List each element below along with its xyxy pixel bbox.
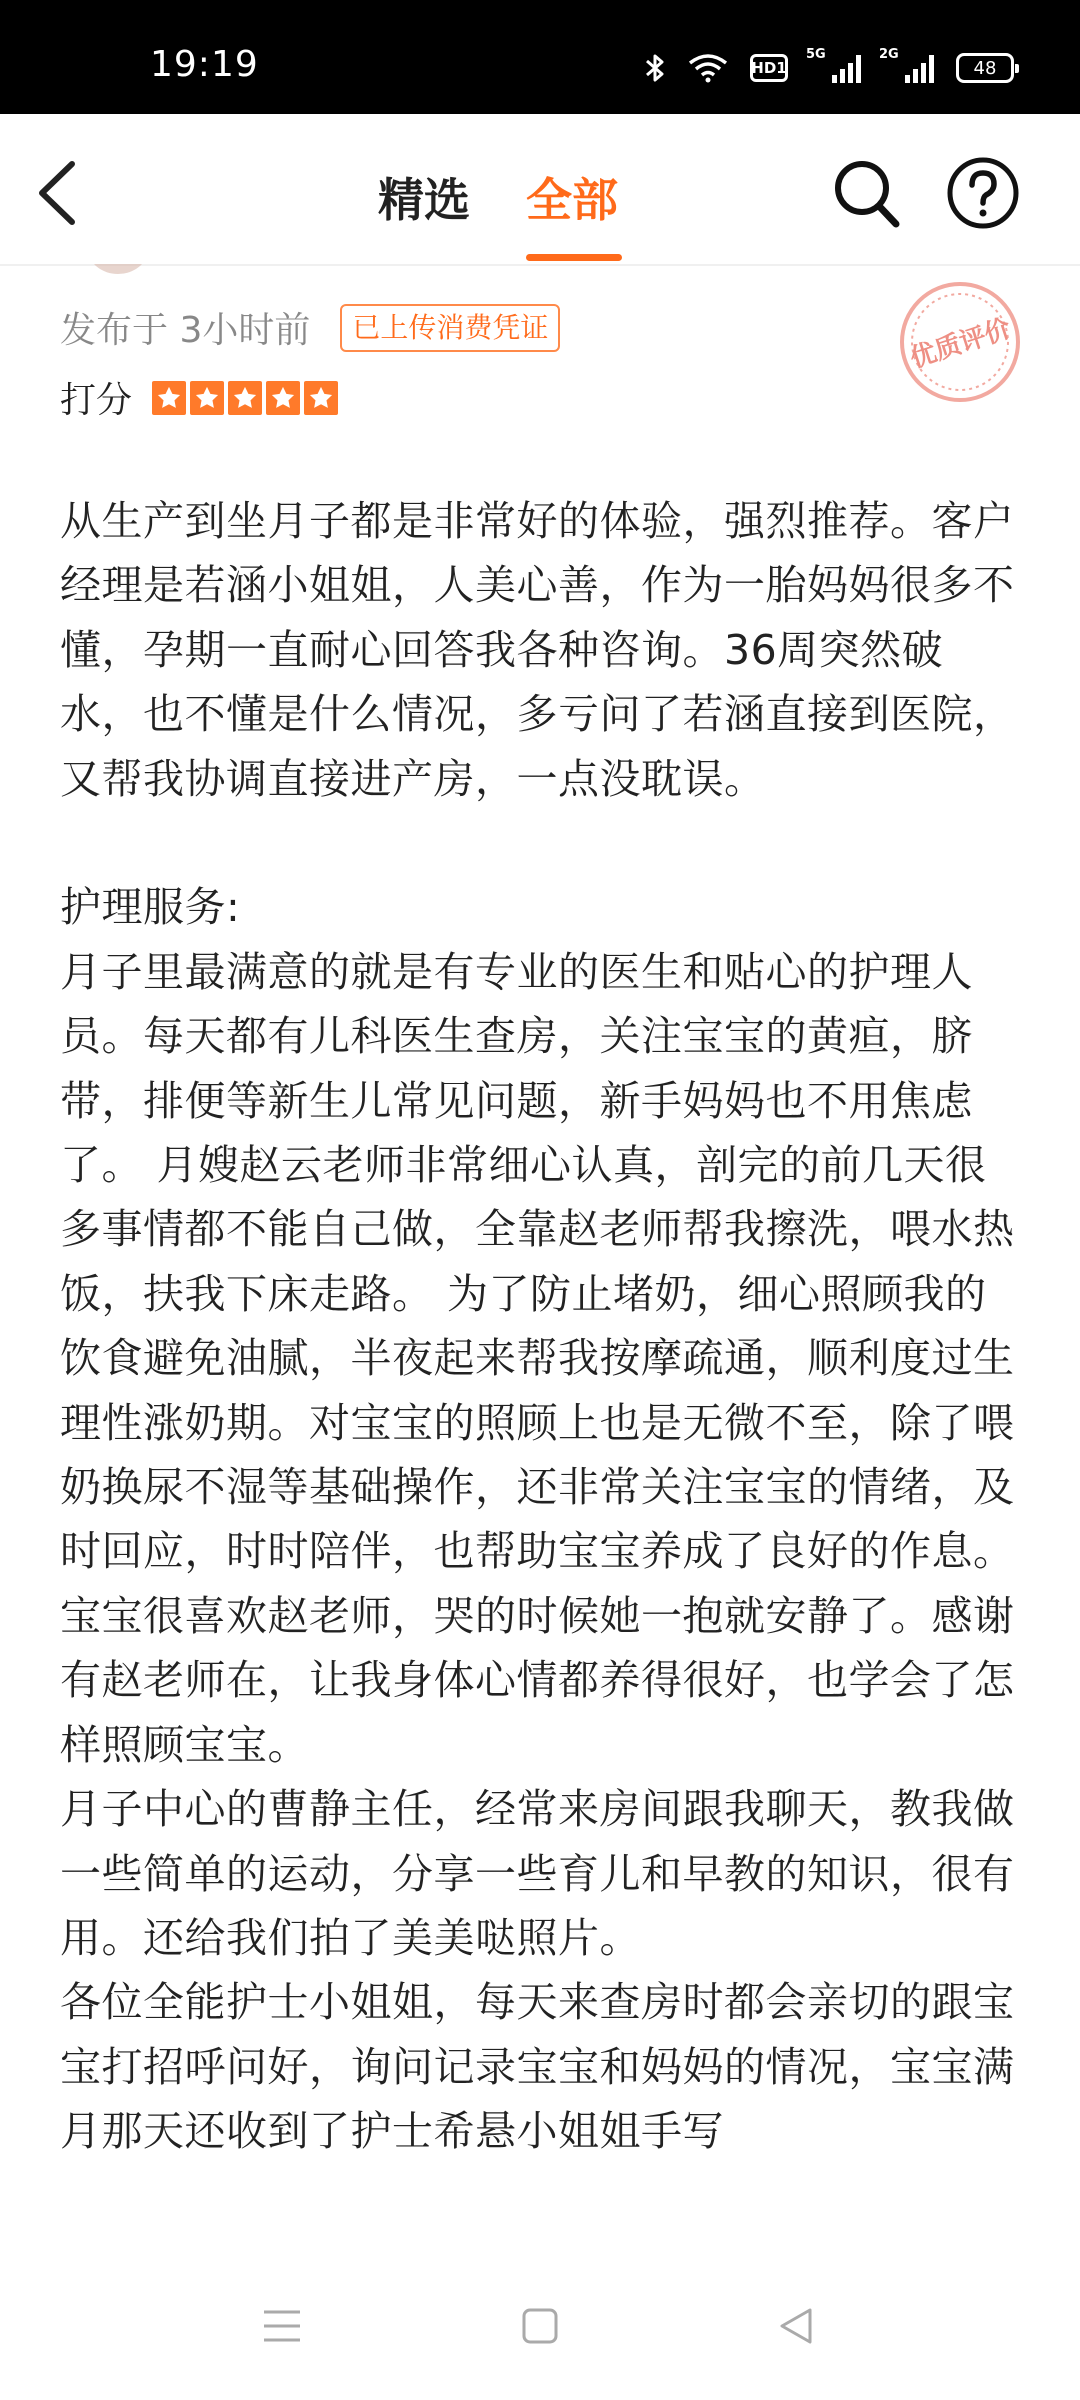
paragraph-gap (60, 811, 1020, 875)
back-arrow-icon[interactable] (34, 158, 84, 228)
avatar (88, 264, 148, 274)
status-icons (644, 47, 1014, 84)
rating-row (60, 372, 338, 423)
rating-label: 打分 (60, 380, 133, 421)
active-tab-indicator (526, 254, 622, 261)
tab-all[interactable]: 全部 (526, 173, 618, 227)
battery-icon: 48 (956, 53, 1014, 83)
hd-voice-icon: HD1 (750, 54, 788, 82)
review-paragraph: 月子中心的曹静主任，经常来房间跟我聊天，教我做一些简单的运动，分享一些育儿和早教的知识，很有用。还给我们拍了美美哒照片。 (60, 1785, 1015, 1962)
rating-star-icon (228, 381, 262, 415)
signal-5g-icon: 5G (810, 53, 861, 83)
rating-stars (152, 381, 338, 415)
back-triangle-icon[interactable] (776, 2306, 816, 2350)
rating-star-icon (152, 381, 186, 415)
status-time: 19:19 (150, 44, 259, 85)
review-meta (60, 302, 560, 353)
publish-time: 发布于 3小时前 (60, 310, 311, 351)
receipt-badge: 已上传消费凭证 (340, 304, 560, 352)
rating-star-icon (266, 381, 300, 415)
recents-menu-icon[interactable] (262, 2306, 302, 2350)
review-paragraph: 月子里最满意的就是有专业的医生和贴心的护理人员。每天都有儿科医生查房，关注宝宝的黄疸，脐带，排便等新生儿常见问题，新手妈妈也不用焦虑了。 月嫂赵云老师非常细心认真，剖完的前几天很多事情都不能自己做，全靠赵老师帮我擦洗，喂水热饭，扶我下床走路。 为了防止堵奶，细心照顾我的饮食避免油腻，半夜起来帮我按摩疏通，顺利度过生理性涨奶期。对宝宝的照顾上也是无微不至，除了喂奶换尿不湿等基础操作，还非常关注宝宝的情绪，及时回应，时时陪伴，也帮助宝宝养成了良好的作息。宝宝很喜欢赵老师，哭的时候她一抱就安静了。感谢有赵老师在，让我身体心情都养得很好，也学会了怎样照顾宝宝。 (60, 947, 1015, 1769)
review-content[interactable] (0, 264, 1080, 2254)
top-nav-bar (0, 114, 1080, 266)
system-nav-bar (0, 2254, 1080, 2400)
rating-star-icon (190, 381, 224, 415)
signal-2g-icon: 2G (883, 53, 934, 83)
status-bar (0, 0, 1080, 114)
svg-text:优质评价: 优质评价 (906, 313, 1015, 375)
help-icon[interactable] (946, 156, 1020, 230)
home-square-icon[interactable] (520, 2306, 560, 2350)
review-paragraph: 护理服务: (60, 883, 241, 932)
quality-review-stamp (896, 278, 1024, 406)
review-text (60, 489, 1020, 2164)
wifi-icon (688, 53, 728, 83)
review-paragraph: 从生产到坐月子都是非常好的体验，强烈推荐。客户经理是若涵小姐姐，人美心善，作为一胎妈妈很多不懂，孕期一直耐心回答我各种咨询。36周突然破水，也不懂是什么情况，多亏问了若涵直接到医院，又帮我协调直接进产房，一点没耽误。 (60, 497, 1015, 803)
search-icon[interactable] (832, 156, 902, 232)
rating-star-icon (304, 381, 338, 415)
tab-featured[interactable]: 精选 (378, 173, 470, 227)
bluetooth-icon (644, 52, 666, 84)
review-paragraph: 各位全能护士小姐姐，每天来查房时都会亲切的跟宝宝打招呼问好，询问记录宝宝和妈妈的情况，宝宝满月那天还收到了护士希悬小姐姐手写 (60, 1978, 1015, 2156)
